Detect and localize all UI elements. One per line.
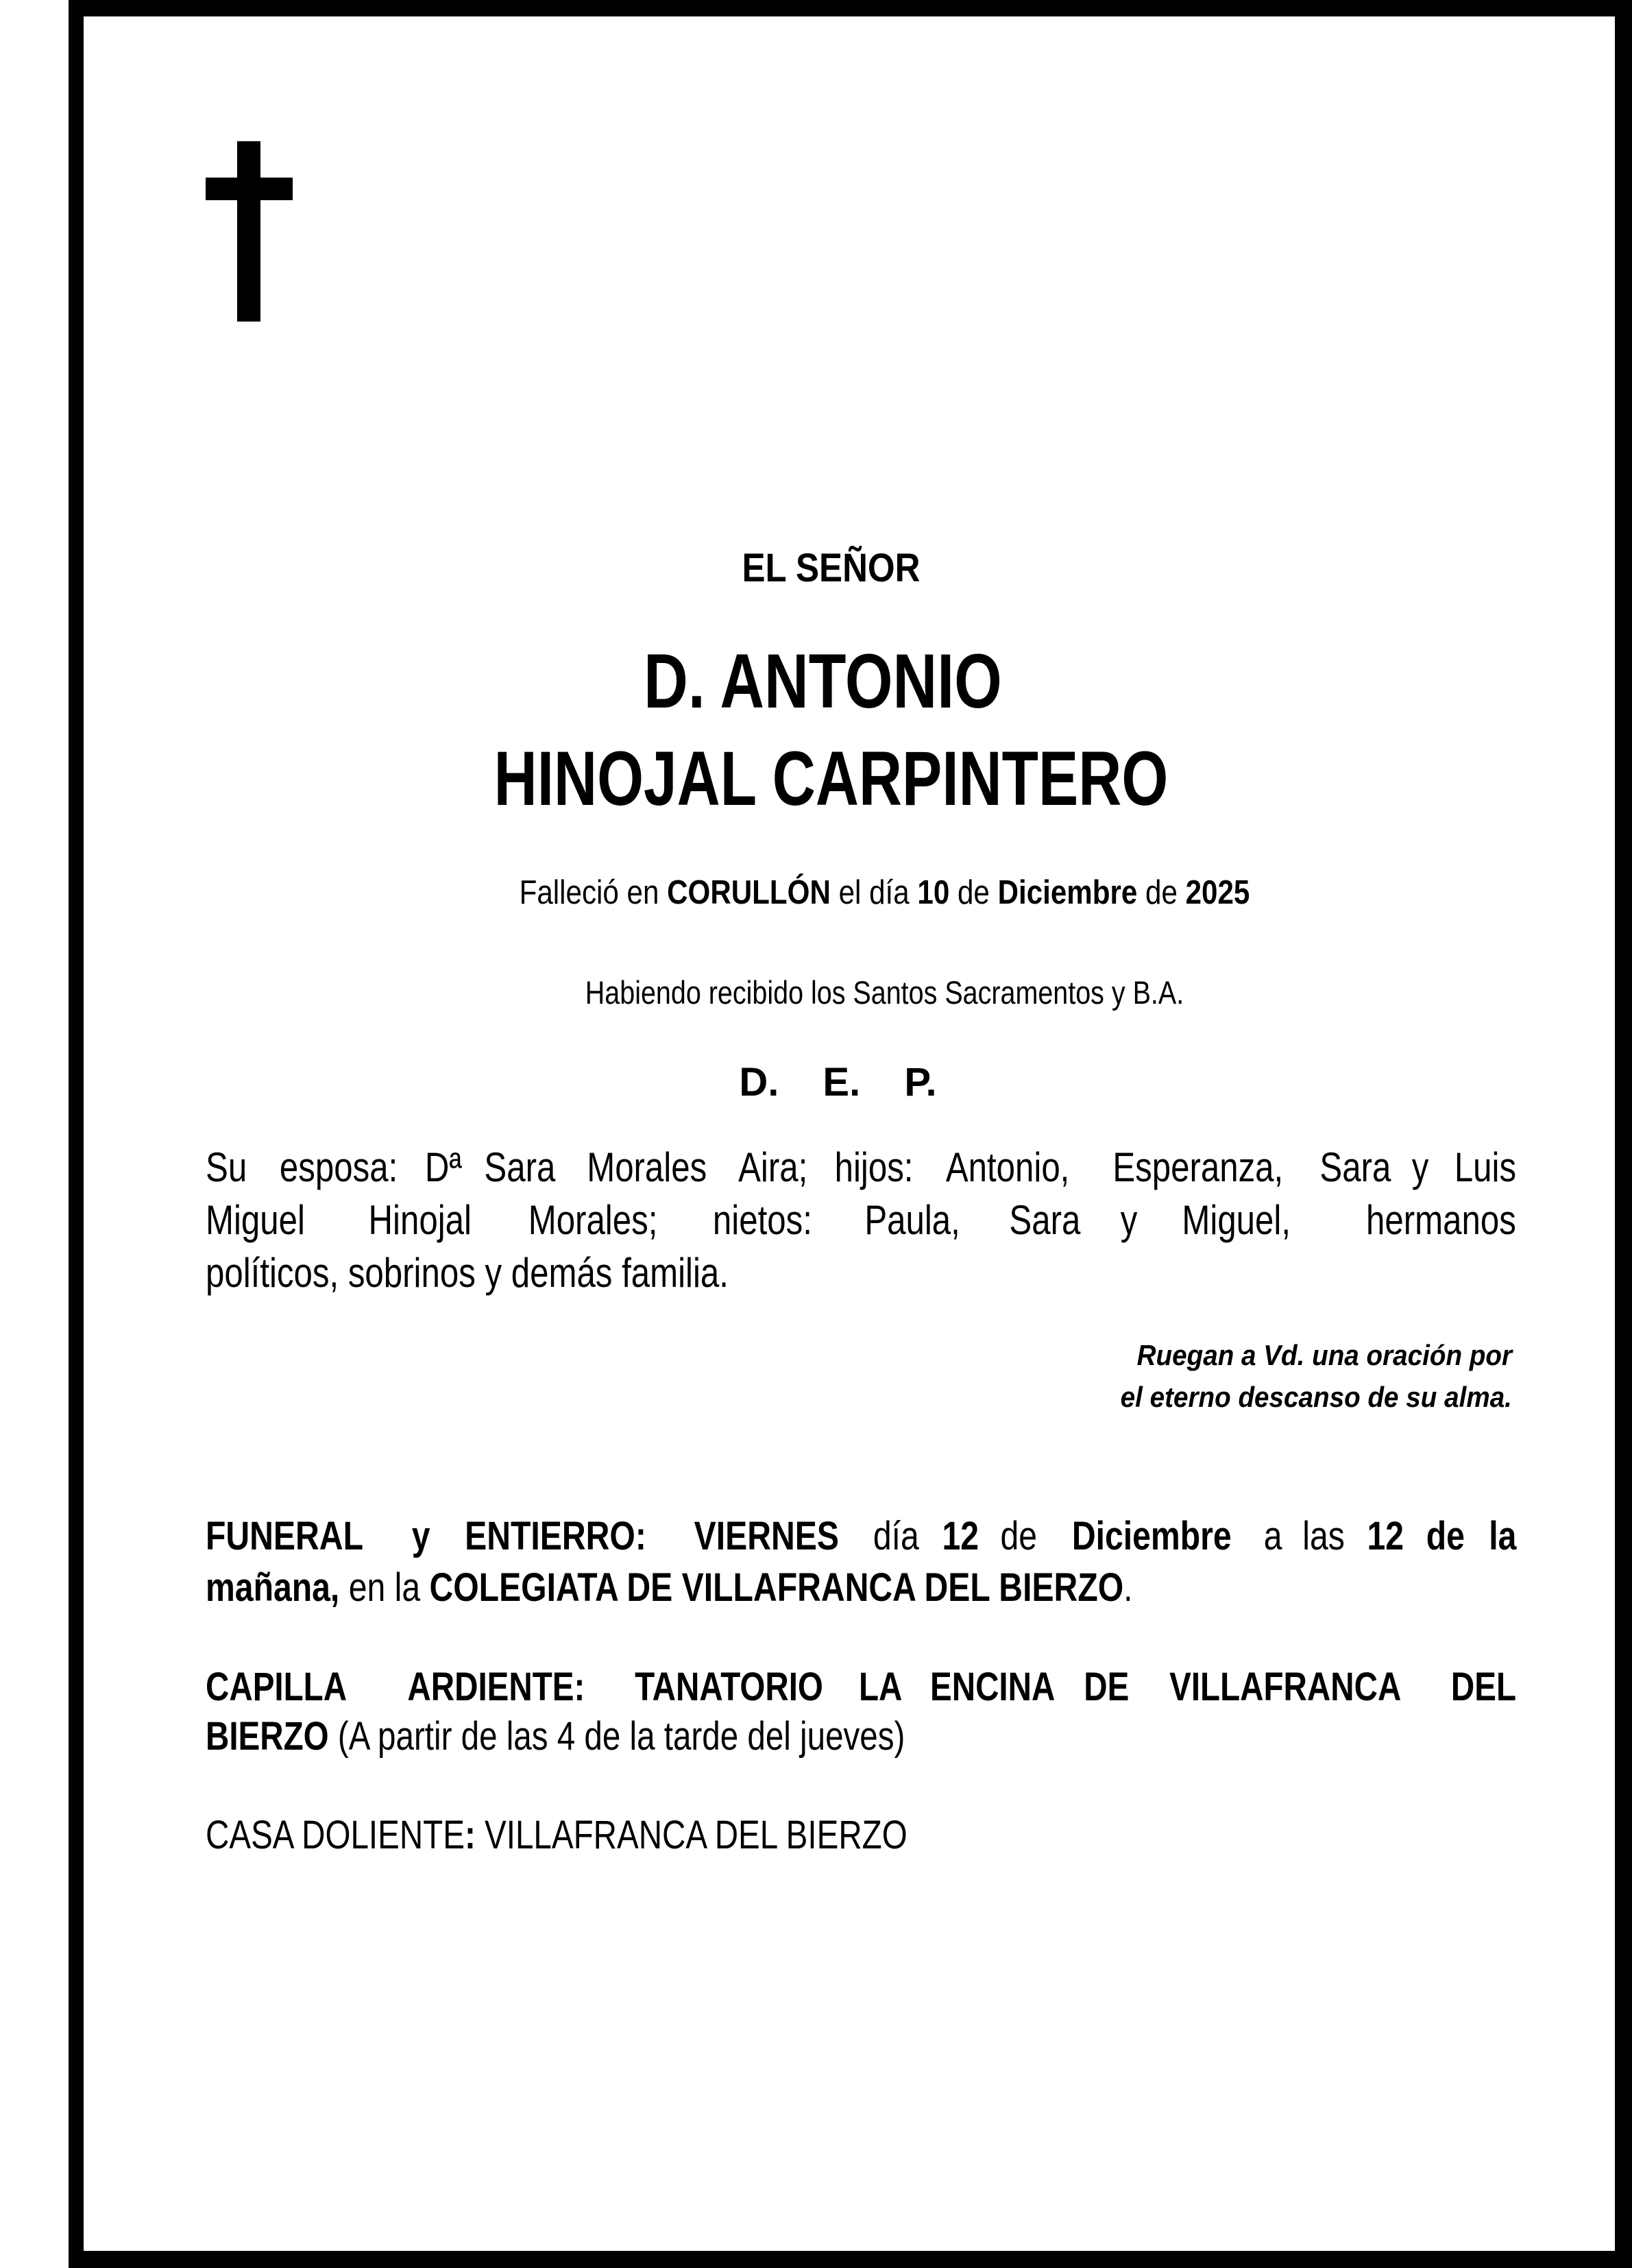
word: Dª [425, 1144, 462, 1190]
word: ARDIENTE: [407, 1665, 585, 1709]
word: FUNERAL [206, 1514, 363, 1558]
mourning-house-colon: : [464, 1813, 476, 1857]
word: ENCINA [930, 1665, 1056, 1709]
word: y [1411, 1144, 1428, 1190]
family-line-2 [206, 1197, 1516, 1243]
word: 12 [1367, 1514, 1404, 1558]
death-info [183, 876, 1587, 910]
word: Luis [1454, 1144, 1516, 1190]
word: Miguel [206, 1197, 305, 1243]
word: y [411, 1514, 430, 1558]
cross-bar [206, 178, 293, 200]
dep-text: D. E. P. [739, 1060, 937, 1105]
word: LA [858, 1665, 902, 1709]
death-year: 2025 [1185, 874, 1250, 911]
word: Esperanza, [1112, 1144, 1283, 1190]
deceased-name-line1: D. ANTONIO [644, 638, 1002, 724]
word: nietos: [713, 1197, 813, 1243]
word: Miguel, [1182, 1197, 1291, 1243]
black-border-frame [69, 0, 1632, 2268]
chapel-line-1 [206, 1667, 1516, 1707]
funeral-line-1 [206, 1514, 1516, 1558]
death-text-4: de [1137, 874, 1186, 911]
word: a [1263, 1514, 1282, 1558]
sacraments-text: Habiendo recibido los Santos Sacramentos y B.A. [585, 974, 1184, 1011]
word: y [1120, 1197, 1138, 1243]
word: ENTIERRO: [465, 1514, 647, 1558]
word: VILLAFRANCA [1169, 1665, 1402, 1709]
word: CAPILLA [206, 1665, 348, 1709]
funeral-line-2 [206, 1565, 1133, 1610]
chapel-location-end: BIERZO [206, 1714, 329, 1759]
death-place: CORULLÓN [667, 874, 831, 911]
death-day: 10 [917, 874, 950, 911]
word: Morales [587, 1144, 707, 1190]
death-text-3: de [949, 874, 998, 911]
word: de [1000, 1514, 1038, 1558]
funeral-location: COLEGIATA DE VILLAFRANCA DEL BIERZO [429, 1565, 1124, 1610]
mourning-house [206, 1815, 908, 1855]
funeral-time-word: mañana, [206, 1565, 340, 1610]
word: día [873, 1514, 919, 1558]
word: esposa: [279, 1144, 398, 1190]
word: Su [206, 1144, 247, 1190]
death-text-2: el día [830, 874, 918, 911]
word: las [1302, 1514, 1345, 1558]
word: Aira; [738, 1144, 808, 1190]
word: 12 [942, 1514, 979, 1558]
cross-stem [237, 141, 260, 322]
word: Diciembre [1071, 1514, 1232, 1558]
word: Sara [484, 1144, 556, 1190]
word: Sara [1319, 1144, 1391, 1190]
word: Antonio, [945, 1144, 1070, 1190]
word: VIERNES [694, 1514, 840, 1558]
word: Morales; [528, 1197, 657, 1243]
word: hermanos [1366, 1197, 1516, 1243]
death-month: Diciembre [997, 874, 1138, 911]
chapel-line-2 [206, 1714, 905, 1759]
word: de [1426, 1514, 1465, 1558]
word: TANATORIO [635, 1665, 823, 1709]
chapel-hours: (A partir de las 4 de la tarde del jueves) [328, 1714, 905, 1759]
funeral-en-la: en la [339, 1565, 430, 1610]
family-line-1 [206, 1144, 1516, 1190]
prayer-line-2: el eterno descanso de su alma. [1120, 1381, 1512, 1413]
latin-cross-icon [206, 141, 293, 322]
word: Paula, [864, 1197, 960, 1243]
mourning-house-value: VILLAFRANCA DEL BIERZO [475, 1813, 908, 1857]
word: DE [1084, 1665, 1130, 1709]
word: la [1488, 1514, 1516, 1558]
deceased-name-line2: HINOJAL CARPINTERO [494, 736, 1169, 821]
title-prefix: EL SEÑOR [742, 546, 921, 590]
word: Sara [1009, 1197, 1081, 1243]
word: hijos: [834, 1144, 914, 1190]
word: DEL [1450, 1665, 1516, 1709]
word: Hinojal [368, 1197, 472, 1243]
funeral-period: . [1123, 1565, 1133, 1610]
mourning-house-label: CASA DOLIENTE [206, 1813, 465, 1857]
prayer-line-1: Ruegan a Vd. una oración por [1136, 1339, 1512, 1371]
death-text-1: Falleció en [519, 874, 668, 911]
family-line-3: políticos, sobrinos y demás familia. [206, 1250, 729, 1296]
